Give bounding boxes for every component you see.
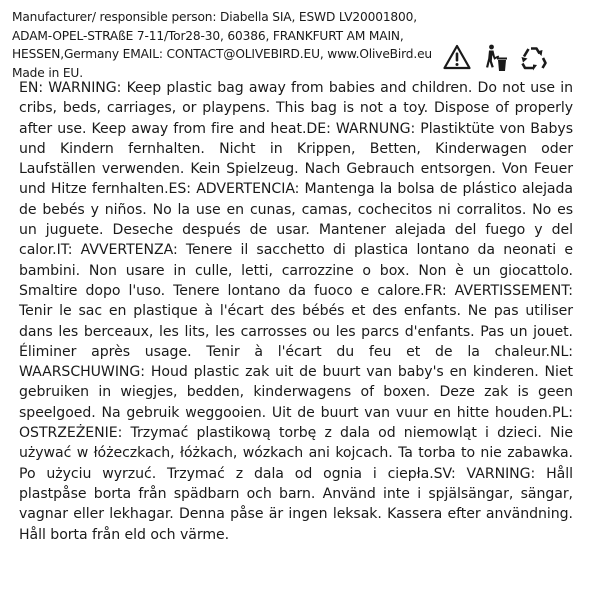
recycle-icon bbox=[520, 44, 548, 72]
disposal-bin-icon bbox=[484, 44, 510, 72]
safety-warnings: EN: WARNING: Keep plastic bag away from babies and children. Do not use in cribs, beds, carriages, or playpens. This bag is not a toy. Dispose of properly after use. Keep away from fire and heat.DE: WARNUNG: Plastiktüte von Babys und Kindern fernhalten. Nicht in Krippen, Betten, Kinderwagen oder Laufställen verwenden. Kein Spielzeug. Nach Gebrauch entsorgen. Von Feuer und Hitze fernhalten.ES: ADVERTENCIA: Mantenga la bolsa de plástico alejada de bebés y niños. No la use en cunas, camas, cochecitos ni corralitos. No es un juguete. Deseche después de usar. Mantener alejada del fuego y del calor.IT: AVVERTENZA: Tenere il sacchetto di plastica lontano da neonati e bambini. Non usare in culle, letti, carrozzine o box. Non è un giocattolo. Smaltire dopo l'uso. Tenere lontano da fuoco e calore.FR: AVERTISSEMENT: Tenir le sac en plastique à l'écart des bébés et des enfants. Ne pas utiliser dans les berceaux, les lits, les carrosses ou les parcs d'enfants. Pas un jouet. Éliminer après usage. Tenir à l'écart du feu et de la chaleur.NL: WAARSCHUWING: Houd plastic zak uit de buurt van baby's en kinderen. Niet gebruiken in wiegjes, bedden, kinderwagens of boxen. Deze zak is geen speelgoed. Na gebruik weggooien. Uit de buurt van vuur en hitte houden.PL: OSTRZEŻENIE: Trzymać plastikową torbę z dala od niemowląt i dzieci. Nie używać w łóżeczkach, łóżkach, wózkach ani kojcach. Ta torba to nie zabawka. Po użyciu wyrzuć. Trzymać z dala od ognia i ciepła.SV: VARNING: Håll plastpåse borta från spädbarn och barn. Använd inte i spjälsängar, sängar, vagnar eller lekhagar. Denna påse är ingen leksak. Kassera efter användning. Håll borta från eld och värme. bbox=[19, 80, 573, 543]
symbol-group bbox=[440, 44, 552, 74]
warning-triangle-icon bbox=[443, 44, 471, 70]
manufacturer-info: Manufacturer/ responsible person: Diabella SIA, ESWD LV20001800, ADAM-OPEL-STRAßE 7-11/Tor28-30, 60386, FRANKFURT AM MAIN, HESSEN,Germany EMAIL: CONTACT@OLIVEBIRD.EU, www.OliveBird.eu Made in EU. bbox=[12, 10, 432, 80]
